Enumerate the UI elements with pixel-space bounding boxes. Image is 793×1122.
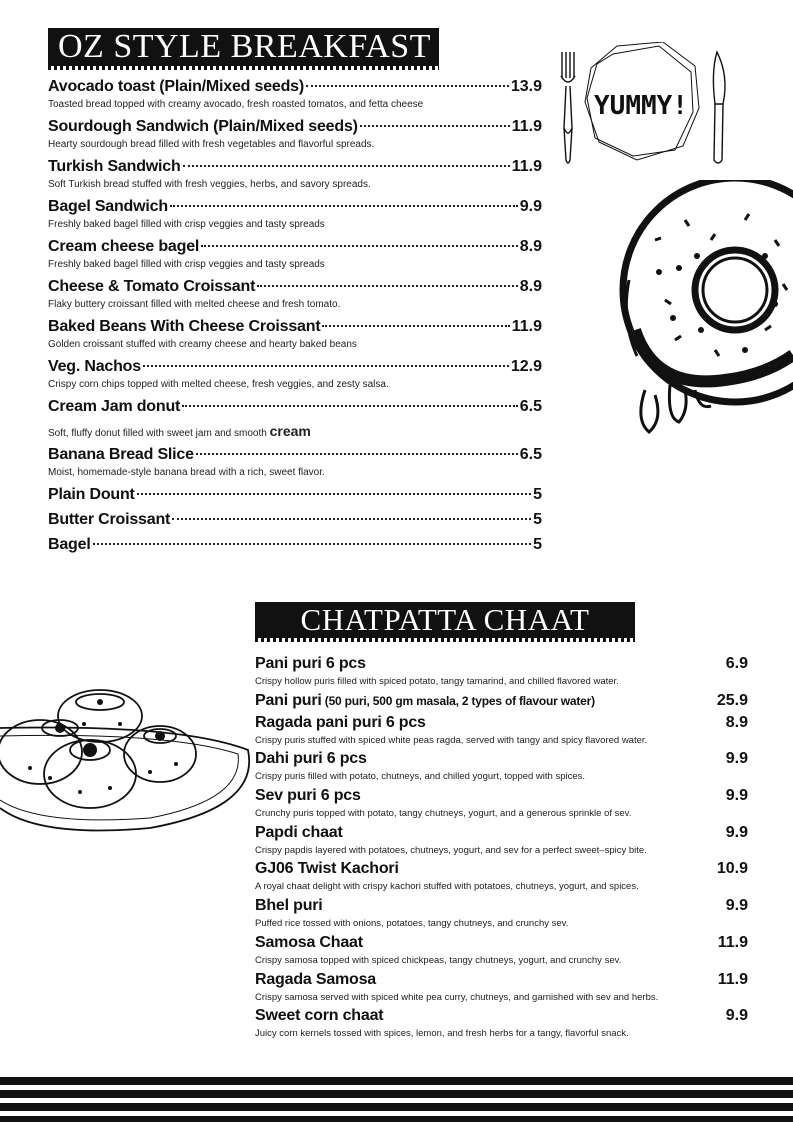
menu-item-price: 11.9 <box>511 118 542 135</box>
menu-item <box>255 714 748 751</box>
menu-item-price: 8.9 <box>519 238 542 255</box>
menu-item <box>48 198 542 238</box>
menu-item-description: Juicy corn kernels tossed with spices, lemon, and fresh herbs for a tangy, flavorful snack. <box>255 1028 629 1040</box>
knife-icon <box>713 52 725 163</box>
menu-item-price: 9.9 <box>725 1007 748 1025</box>
footer-stripe <box>0 1090 793 1098</box>
menu-item-description: Crispy samosa served with spiced white pea curry, chutneys, and garnished with sev and herbs. <box>255 991 659 1003</box>
menu-item <box>255 787 748 824</box>
menu-item-description: Crispy papdis layered with potatoes, chutneys, yogurt, and sev for a perfect sweet–spicy bite. <box>255 844 647 856</box>
menu-item-name: Banana Bread Slice <box>48 446 194 463</box>
menu-item-price: 9.9 <box>725 787 748 805</box>
menu-item-name: Cream cheese bagel <box>48 238 200 255</box>
menu-item-name: Plain Dount <box>48 486 135 503</box>
menu-item-name: Sweet corn chaat <box>255 1007 384 1025</box>
menu-item-name-details: (50 puri, 500 gm masala, 2 types of flavour water) <box>321 693 595 708</box>
fork-icon <box>561 52 575 163</box>
menu-item-description: Golden croissant stuffed with creamy cheese and hearty baked beans <box>48 339 357 350</box>
menu-item <box>48 486 542 511</box>
menu-item <box>48 238 542 278</box>
donut-icon <box>623 180 793 432</box>
menu-item-name: Veg. Nachos <box>48 358 141 375</box>
menu-item-name: Bagel Sandwich <box>48 198 168 215</box>
menu-item-name: Dahi puri 6 pcs <box>255 750 367 768</box>
menu-item-name: Samosa Chaat <box>255 933 363 951</box>
menu-item-name: Cream Jam donut <box>48 398 181 415</box>
menu-item <box>48 118 542 158</box>
menu-item-price: 5 <box>533 511 542 528</box>
menu-item-price: 9.9 <box>725 750 748 768</box>
menu-item-description-text: Soft, fluffy donut filled with sweet jam and smooth <box>48 428 270 439</box>
menu-item <box>255 1007 748 1044</box>
menu-item-description: Puffed rice tossed with onions, potatoes, tangy chutneys, and crunchy sev. <box>255 918 569 930</box>
menu-item-description: Moist, homemade-style banana bread with a rich, sweet flavor. <box>48 467 325 478</box>
menu-item <box>255 750 748 787</box>
dot-leader <box>93 543 532 545</box>
menu-item-description-emphasis: cream <box>269 423 311 439</box>
dot-leader <box>137 493 531 495</box>
menu-item <box>48 158 542 198</box>
menu-item-description: Crispy puris stuffed with spiced white peas ragda, served with tangy and spicy flavored water. <box>255 734 648 746</box>
menu-item-price: 13.9 <box>510 78 542 95</box>
menu-item-price: 11.9 <box>717 970 748 988</box>
menu-item <box>48 78 542 118</box>
menu-item-name: Papdi chaat <box>255 823 343 841</box>
menu-item <box>48 318 542 358</box>
menu-item <box>48 536 542 561</box>
dot-leader <box>306 85 509 87</box>
dot-leader <box>183 165 510 167</box>
menu-item-description: Flaky buttery croissant filled with melted cheese and fresh tomato. <box>48 299 341 310</box>
menu-item-price: 9.9 <box>725 897 748 915</box>
menu-item-name: Bhel puri <box>255 897 323 915</box>
menu-item <box>255 655 748 692</box>
menu-item-price: 6.9 <box>725 655 748 672</box>
footer-stripe <box>0 1077 793 1085</box>
menu-item-description <box>48 425 542 440</box>
menu-item-price: 25.9 <box>716 691 748 709</box>
menu-item <box>48 358 542 398</box>
menu-item <box>255 897 748 934</box>
menu-item-name: Pani puri 6 pcs <box>255 655 366 672</box>
menu-item-name: Sourdough Sandwich (Plain/Mixed seeds) <box>48 118 358 135</box>
pani-puri-icon <box>0 690 249 831</box>
chaat-menu-list <box>255 655 748 1044</box>
menu-item <box>48 398 542 446</box>
menu-item-name: Pani puri <box>255 691 322 709</box>
menu-item-description: Soft Turkish bread stuffed with fresh veggies, herbs, and savory spreads. <box>48 179 371 190</box>
menu-item-name: Baked Beans With Cheese Croissant <box>48 318 321 335</box>
menu-item-price: 10.9 <box>716 860 748 878</box>
menu-item-price: 5 <box>533 536 542 553</box>
menu-item-description: Toasted bread topped with creamy avocado, fresh roasted tomatos, and fetta cheese <box>48 99 424 110</box>
menu-item-description: Crunchy puris topped with potato, tangy chutneys, yogurt, and a generous sprinkle of sev. <box>255 808 632 820</box>
dot-leader <box>322 325 509 327</box>
menu-item-price: 11.9 <box>511 158 542 175</box>
dot-leader <box>257 285 518 287</box>
menu-item-name: Ragada pani puri 6 pcs <box>255 713 426 731</box>
chaat-section-title: CHATPATTA CHAAT <box>255 602 635 638</box>
menu-item-price: 8.9 <box>519 278 542 295</box>
menu-item-name: Ragada Samosa <box>255 970 377 988</box>
donut-illustration <box>615 180 793 445</box>
dot-leader <box>143 365 509 367</box>
menu-item-name: Avocado toast (Plain/Mixed seeds) <box>48 78 304 95</box>
menu-item <box>48 446 542 486</box>
menu-item-description: Crispy puris filled with potato, chutneys, and chilled yogurt, topped with spices. <box>255 771 586 783</box>
menu-item-price: 6.5 <box>519 446 542 463</box>
dot-leader <box>201 245 518 247</box>
dot-leader <box>360 125 510 127</box>
menu-item <box>48 278 542 318</box>
menu-item <box>255 824 748 861</box>
dot-leader <box>170 205 518 207</box>
menu-item <box>255 971 748 1008</box>
menu-item-price: 11.9 <box>511 318 542 335</box>
menu-item <box>48 511 542 536</box>
menu-item <box>255 934 748 971</box>
footer-stripe <box>0 1116 793 1122</box>
menu-item-description: Hearty sourdough bread filled with fresh vegetables and flavorful spreads. <box>48 139 375 150</box>
yummy-text: YUMMY! <box>594 91 688 121</box>
menu-item-description: A royal chaat delight with crispy kachori stuffed with potatoes, chutneys, yogurt, and spices. <box>255 881 639 893</box>
menu-item-name-wrap <box>255 692 595 710</box>
breakfast-section-title: OZ STYLE BREAKFAST <box>48 28 439 66</box>
dot-leader <box>196 453 518 455</box>
menu-item-name: Cheese & Tomato Croissant <box>48 278 256 295</box>
menu-item-price: 12.9 <box>510 358 542 375</box>
menu-item-description: Freshly baked bagel filled with crisp veggies and tasty spreads <box>48 259 325 270</box>
menu-item <box>255 860 748 897</box>
menu-item-name: Sev puri 6 pcs <box>255 787 361 805</box>
menu-item <box>255 692 748 714</box>
menu-item-description: Crispy samosa topped with spiced chickpeas, tangy chutneys, yogurt, and crunchy sev. <box>255 954 622 966</box>
menu-item-name: Butter Croissant <box>48 511 171 528</box>
yummy-badge <box>555 42 735 170</box>
menu-item-price: 8.9 <box>725 713 748 731</box>
footer-stripe <box>0 1103 793 1111</box>
pani-puri-plate-illustration <box>0 688 252 836</box>
menu-item-price: 9.9 <box>519 198 542 215</box>
menu-item-description: Freshly baked bagel filled with crisp veggies and tasty spreads <box>48 219 325 230</box>
menu-item-name: Bagel <box>48 536 91 553</box>
menu-item-description: Crispy hollow puris filled with spiced potato, tangy tamarind, and chilled flavored water. <box>255 676 619 687</box>
menu-item-price: 5 <box>533 486 542 503</box>
menu-item-price: 6.5 <box>519 398 542 415</box>
menu-item-name: Turkish Sandwich <box>48 158 181 175</box>
breakfast-menu-list <box>48 78 542 561</box>
menu-item-description: Crispy corn chips topped with melted cheese, fresh veggies, and zesty salsa. <box>48 379 389 390</box>
menu-item-price: 9.9 <box>725 823 748 841</box>
dot-leader <box>182 405 518 407</box>
dot-leader <box>172 518 531 520</box>
menu-item-name: GJ06 Twist Kachori <box>255 860 399 878</box>
menu-item-price: 11.9 <box>717 933 748 951</box>
